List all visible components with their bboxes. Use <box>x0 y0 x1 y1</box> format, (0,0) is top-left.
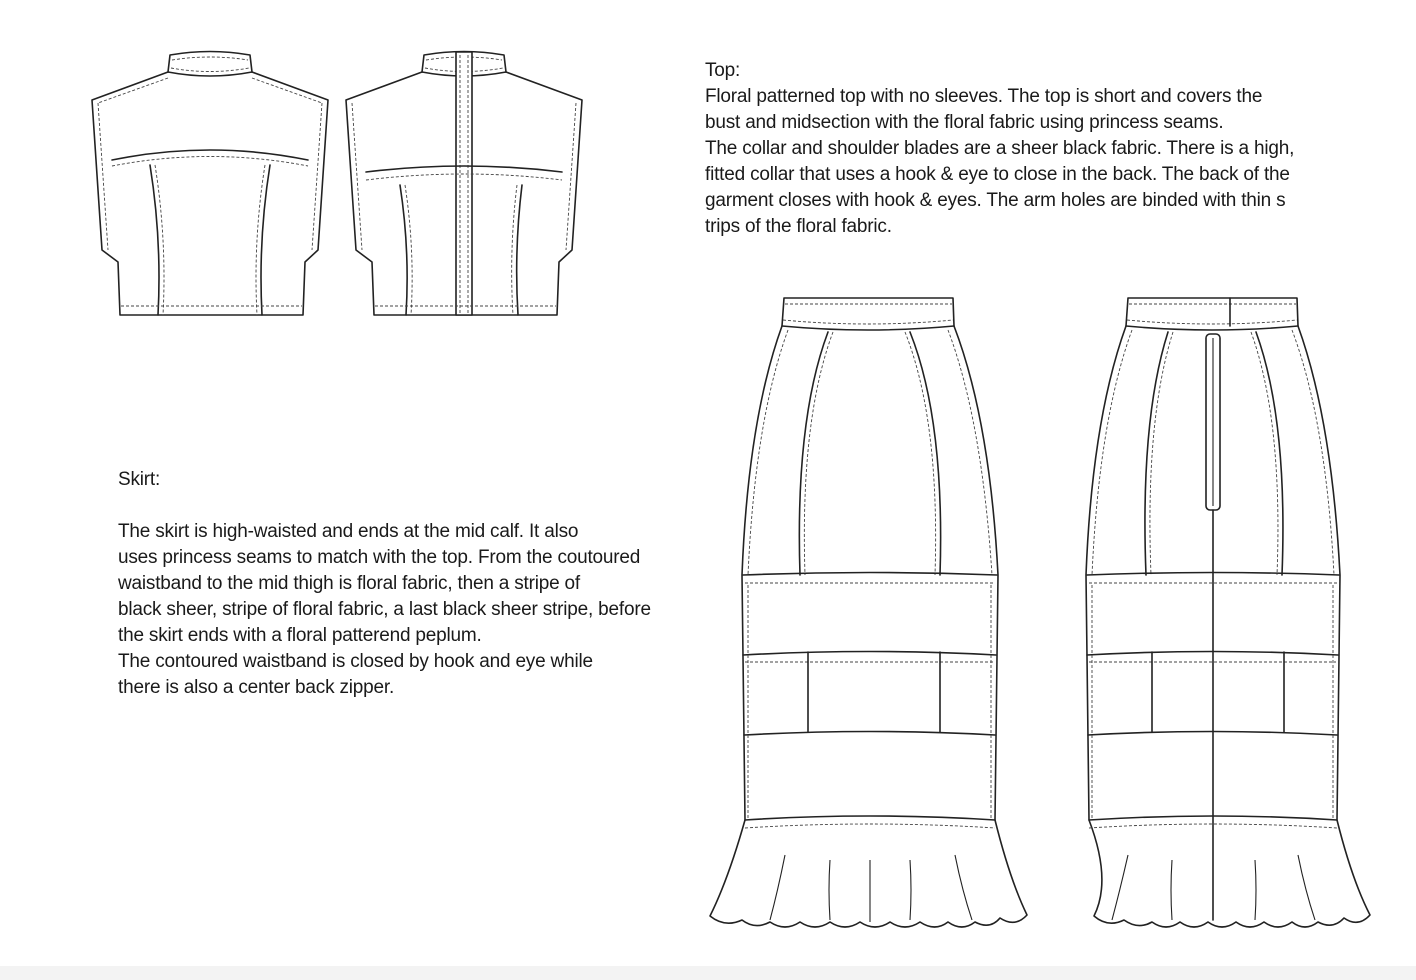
top-back-sketch <box>346 52 582 316</box>
skirt-front-sketch <box>710 298 1027 927</box>
top-heading: Top: <box>705 60 741 81</box>
skirt-description: The skirt is high-waisted and ends at the mid calf. It also uses princess seams to match with the top. From the coutoured waistband to the mid thigh is floral fabric, then a stripe of black sheer, stripe of floral fabric, a last black sheer stripe, before the skirt ends with a floral patterend peplum. The contoured waistband is closed by hook and eye while there is also a center back zipper. <box>118 521 651 698</box>
skirt-spacer <box>118 493 718 519</box>
top-description: Floral patterned top with no sleeves. The top is short and covers the bust and midsection with the floral fabric using princess seams. The collar and shoulder blades are a sheer black fabric. There is a high, fitted collar that uses a hook & eye to close in the back. The back of the garment closes with hook & eyes. The arm holes are binded with thin s trips of the floral fabric. <box>705 86 1295 237</box>
skirt-back-sketch <box>1086 298 1370 927</box>
page-bottom-edge <box>0 966 1416 980</box>
top-description-block <box>705 58 1365 240</box>
skirt-description-block <box>118 467 718 701</box>
top-front-sketch <box>92 52 328 316</box>
skirt-heading: Skirt: <box>118 469 161 490</box>
